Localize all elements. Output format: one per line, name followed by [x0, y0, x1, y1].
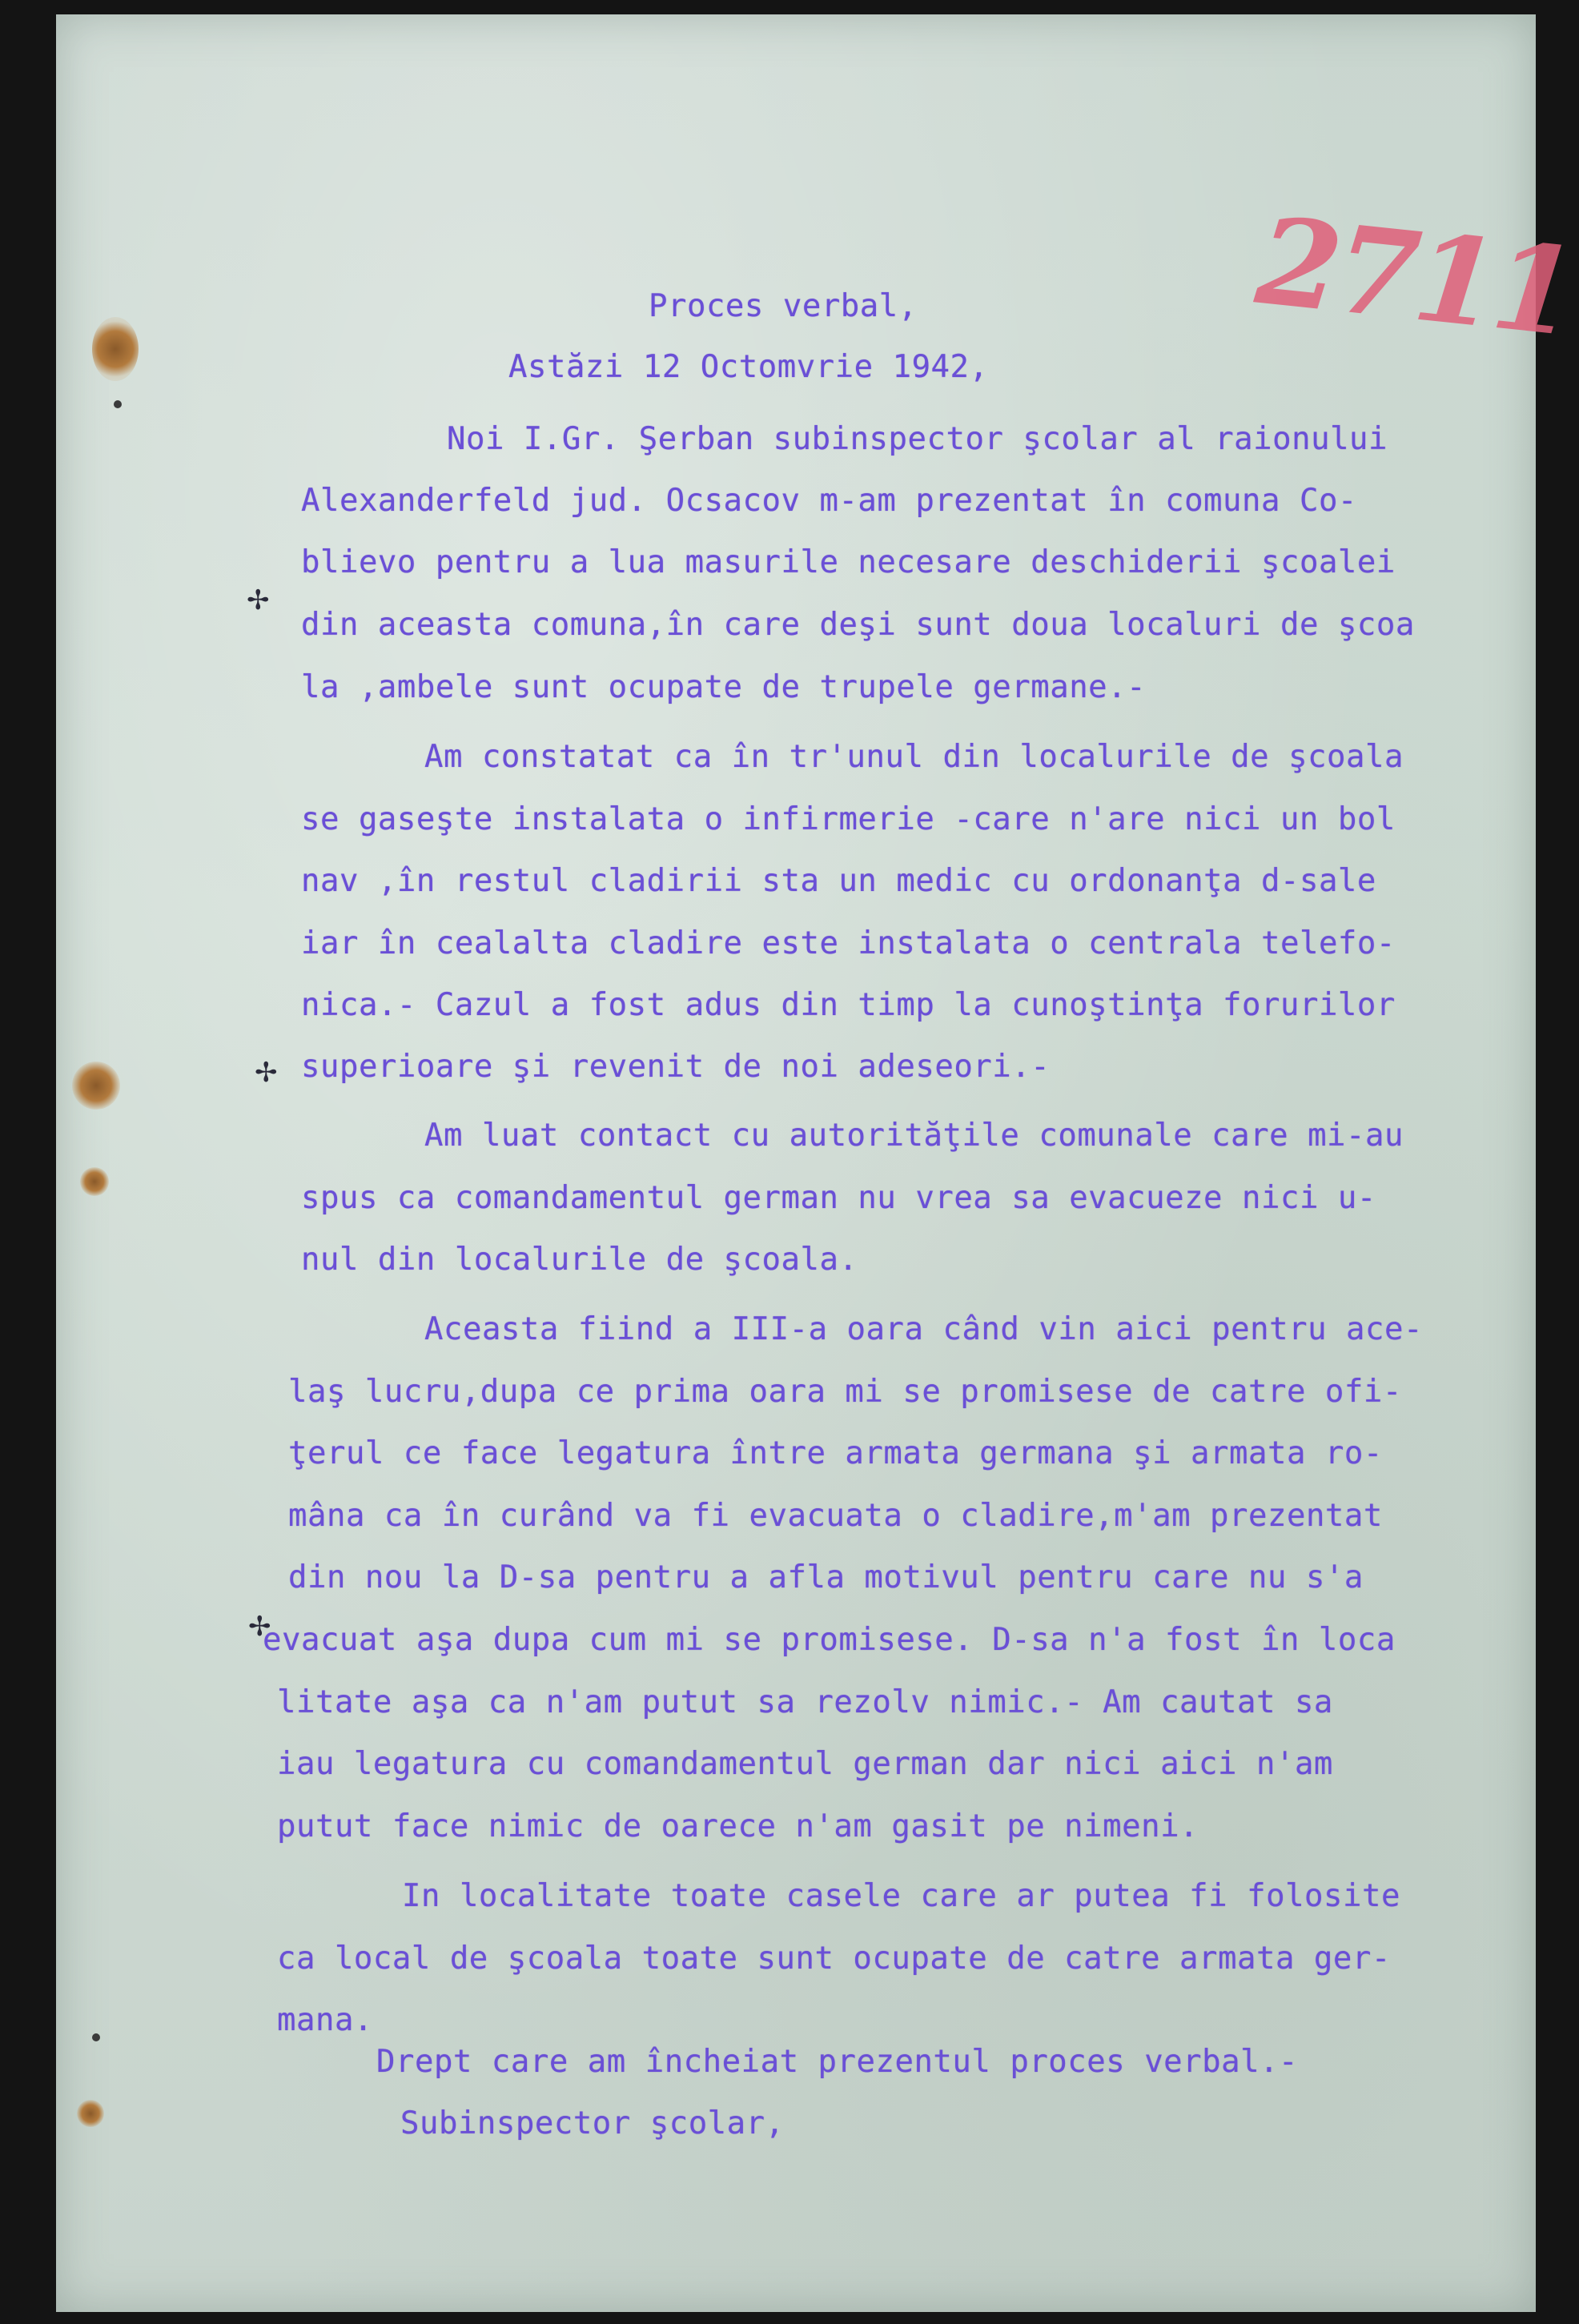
text-line: din nou la D-sa pentru a afla motivul pentru care nu s'a: [288, 1559, 1364, 1595]
text-line: ca local de şcoala toate sunt ocupate de catre armata ger-: [277, 1941, 1391, 1977]
punch-hole: [77, 2100, 104, 2127]
closing-line: Drept care am încheiat prezentul proces verbal.-: [376, 2044, 1299, 2080]
punch-hole: [72, 1062, 120, 1110]
text-line: Alexanderfeld jud. Ocsacov m-am prezentat în comuna Co-: [301, 483, 1357, 519]
text-line: evacuat aşa dupa cum mi se promisese. D-sa n'a fost în loca: [263, 1622, 1396, 1658]
text-line: mana.: [277, 2002, 373, 2038]
archive-number-stamp: 2711: [1250, 190, 1579, 364]
text-line: Am luat contact cu autorităţile comunale care mi-au: [424, 1118, 1404, 1154]
text-line: Am constatat ca în tr'unul din localurile de şcoala: [424, 739, 1404, 775]
punch-hole: [80, 1167, 109, 1196]
text-line: din aceasta comuna,în care deşi sunt doua localuri de şcoa: [301, 607, 1415, 643]
text-line: putut face nimic de oarece n'am gasit pe nimeni.: [277, 1808, 1199, 1844]
text-line: nica.- Cazul a fost adus din timp la cunoştinţa forurilor: [301, 987, 1396, 1023]
text-line: iau legatura cu comandamentul german dar nici aici n'am: [277, 1746, 1333, 1782]
text-line: Aceasta fiind a III-a oara când vin aici pentru ace-: [424, 1311, 1423, 1347]
margin-tick-mark: ✢: [247, 584, 270, 616]
date-line: Astăzi 12 Octomvrie 1942,: [508, 349, 989, 385]
document-title: Proces verbal,: [649, 288, 918, 324]
text-line: nav ,în restul cladirii sta un medic cu ordonanţa d-sale: [301, 863, 1376, 899]
text-line: litate aşa ca n'am putut sa rezolv nimic.- Am cautat sa: [277, 1684, 1333, 1720]
ink-dot: [92, 2033, 100, 2041]
text-line: mâna ca în curând va fi evacuata o cladire,m'am prezentat: [288, 1498, 1383, 1534]
text-line: laş lucru,dupa ce prima oara mi se promisese de catre ofi-: [288, 1374, 1402, 1410]
text-line: In localitate toate casele care ar putea fi folosite: [402, 1878, 1400, 1914]
text-line: Noi I.Gr. Şerban subinspector şcolar al raionului: [447, 421, 1388, 457]
ink-dot: [114, 400, 122, 408]
text-line: spus ca comandamentul german nu vrea sa evacueze nici u-: [301, 1180, 1376, 1216]
text-line: se gaseşte instalata o infirmerie -care n'are nici un bol: [301, 801, 1396, 837]
document-sheet: [56, 14, 1579, 2312]
margin-tick-mark: ✢: [248, 1611, 271, 1643]
text-line: la ,ambele sunt ocupate de trupele germane.-: [301, 669, 1147, 705]
text-line: blievo pentru a lua masurile necesare deschiderii şcoalei: [301, 544, 1396, 580]
text-line: superioare şi revenit de noi adeseori.-: [301, 1049, 1051, 1085]
margin-tick-mark: ✢: [255, 1057, 278, 1089]
text-line: iar în cealalta cladire este instalata o centrala telefo-: [301, 925, 1396, 961]
text-line: nul din localurile de şcoala.: [301, 1242, 858, 1278]
signature-title: Subinspector şcolar,: [400, 2105, 785, 2141]
punch-hole: [92, 317, 139, 381]
text-line: ţerul ce face legatura între armata germana şi armata ro-: [288, 1435, 1383, 1471]
